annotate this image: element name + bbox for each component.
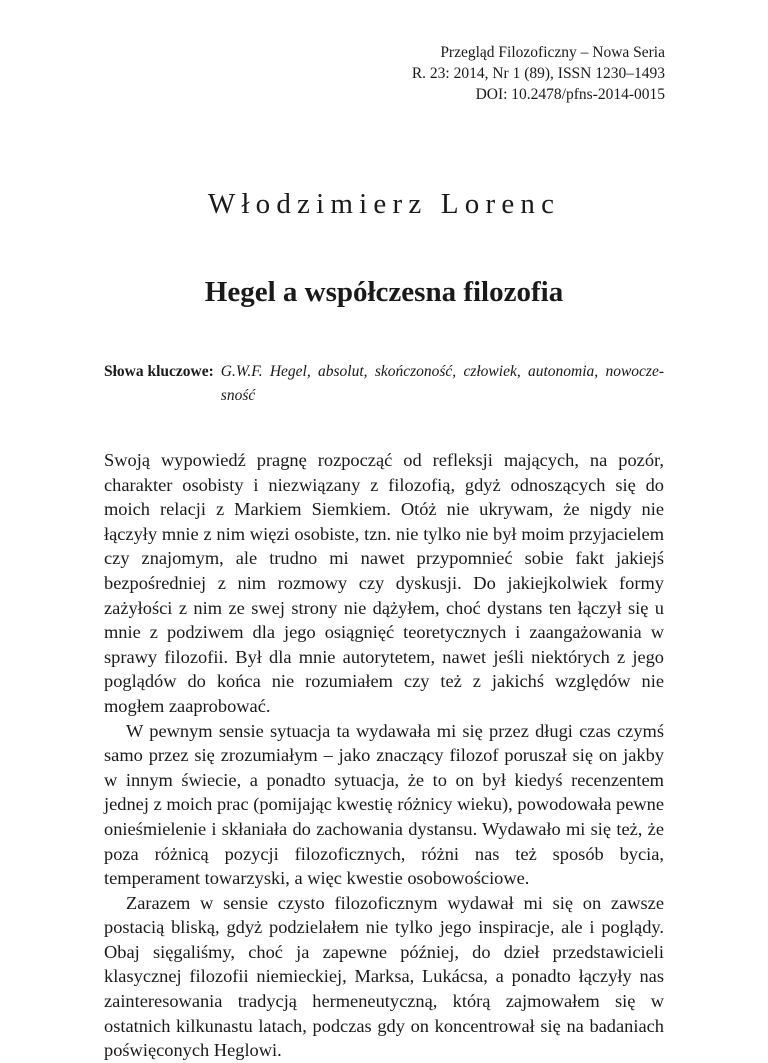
paragraph: Zarazem w sensie czysto filozoficznym wydawał mi się on zawsze postacią bliską, gdyż podzielałem nie tylko jego inspiracje, ale i poglądy. Obaj sięgaliśmy, choć ja zapewne później, do dzieł przedstawicieli klasycznej filozofii niemieckiej, Marksa, Lukácsa, a ponadto łączyły nas zainteresowania tradycją hermeneutyczną, którą zajmowałem się w ostatnich kilkunastu latach, podczas gdy on koncentrował się na badaniach poświęconych Heglowi. bbox=[104, 892, 664, 1061]
paragraph: W pewnym sensie sytuacja ta wydawała mi się przez długi czas czymś samo przez się zrozumiałym – jako znaczący filozof poruszał się on jakby w innym świecie, a ponadto sytuacja, że to on był kiedyś recenzentem jednej z moich prac (pomijając kwestię różnicy wieku), powodowała pewne onieśmielenie i skłaniała do zachowania dystansu. Wydawało mi się też, że poza różnicą pozycji filozoficznych, różni nas też sposób bycia, temperament towarzyski, a więc kwestie osobowościowe. bbox=[104, 720, 664, 889]
journal-header bbox=[412, 42, 665, 105]
keywords-list: G.W.F. Hegel, absolut, skończoność, człowiek, autonomia, nowoczesność bbox=[220, 363, 664, 404]
author-name: Włodzimierz Lorenc bbox=[207, 188, 561, 220]
article-body bbox=[104, 448, 664, 1063]
keywords-block bbox=[104, 360, 664, 408]
journal-issue: R. 23: 2014, Nr 1 (89), ISSN 1230–1493 bbox=[411, 65, 665, 82]
doi: DOI: 10.2478/pfns-2014-0015 bbox=[475, 86, 665, 103]
article-title: Hegel a współczesna filozofia bbox=[204, 276, 564, 308]
journal-name: Przegląd Filozoficzny – Nowa Seria bbox=[440, 44, 665, 61]
keywords-label: Słowa kluczowe: bbox=[104, 363, 214, 380]
paragraph: Swoją wypowiedź pragnę rozpocząć od refleksji mających, na pozór, charakter osobisty i niezwiązany z filozofią, gdyż odnoszących się do moich relacji z Markiem Siemkiem. Otóż nie ukrywam, że nigdy nie łączyły mnie z nim więzi osobiste, tzn. nie tylko nie był moim przyjacielem czy znajomym, ale trudno mi nawet przypomnieć sobie fakt jakiejś bezpośredniej z nim rozmowy czy dyskusji. Do jakiejkolwiek formy zażyłości z nim ze swej strony nie dążyłem, choć dystans ten łączył się u mnie z podziwem dla jego osiągnięć teoretycznych i zaangażowania w sprawy filozofii. Był dla mnie autorytetem, nawet jeśli niektórych z jego poglądów do końca nie rozumiałem czy też z jakichś względów nie mogłem zaaprobować. bbox=[104, 450, 664, 716]
